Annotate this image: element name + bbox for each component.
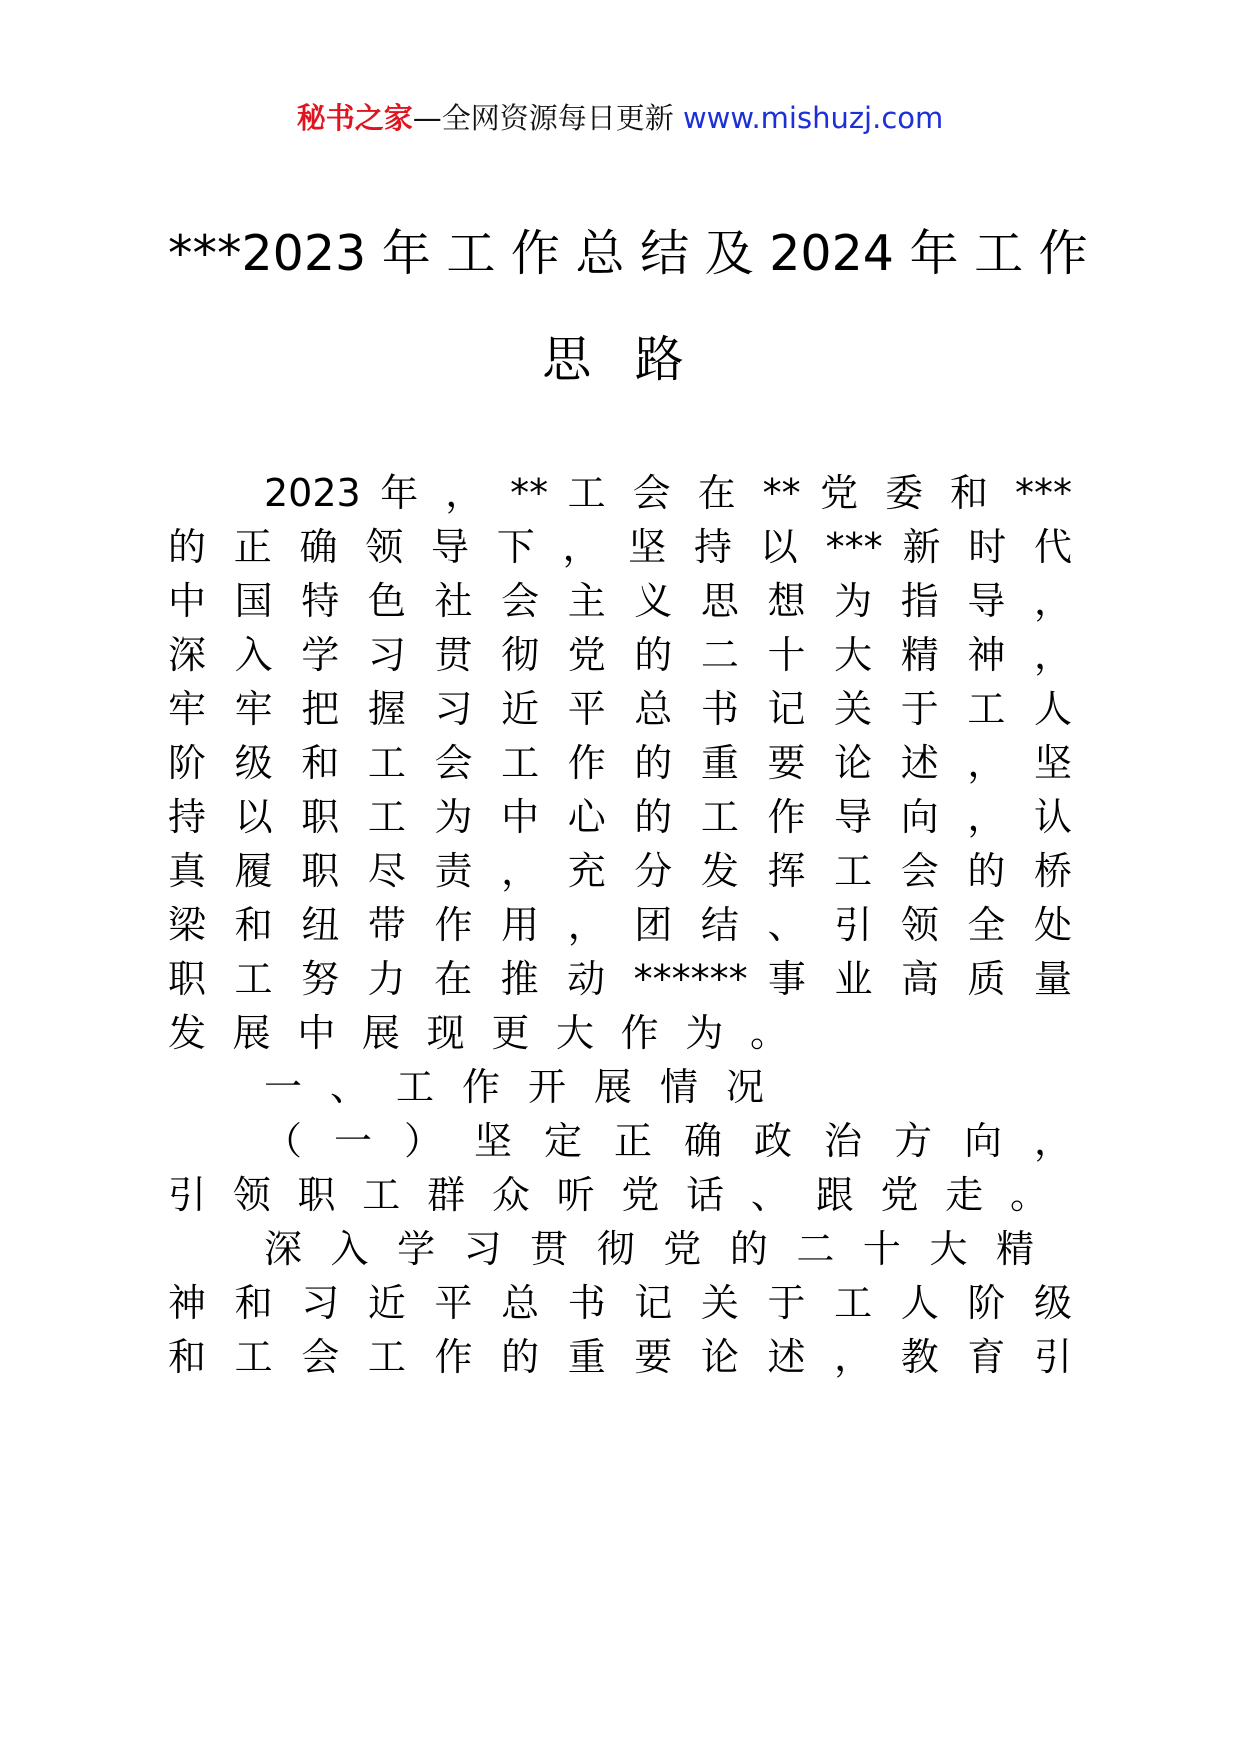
paragraph-2-line: 深 入 学 习 贯 彻 党 的 二 十 大 精: [264, 1227, 1034, 1271]
paragraph-1-line: 发 展 中 展 现 更 大 作 为 。: [168, 1011, 788, 1055]
document-title-line-2: 思 路: [542, 331, 698, 388]
paragraph-1-line: 2023 年 ， ** 工 会 在 ** 党 委 和 ***: [264, 471, 1072, 515]
header-url-link[interactable]: www.mishuzj.com: [682, 101, 944, 135]
document-title-line-1: ***2023 年 工 作 总 结 及 2024 年 工 作: [168, 225, 1088, 282]
paragraph-1-line: 持 以 职 工 为 中 心 的 工 作 导 向 ， 认: [168, 795, 1072, 839]
header-brand: 秘书之家: [296, 101, 413, 135]
watermark-header: [0, 98, 1240, 138]
paragraph-1-line: 真 履 职 尽 责 ， 充 分 发 挥 工 会 的 桥: [168, 849, 1072, 893]
paragraph-1-line: 中 国 特 色 社 会 主 义 思 想 为 指 导 ，: [168, 579, 1072, 623]
paragraph-2-line: 神 和 习 近 平 总 书 记 关 于 工 人 阶 级: [168, 1281, 1072, 1325]
subheading-line: （ 一 ） 坚 定 正 确 政 治 方 向 ，: [264, 1119, 1072, 1163]
subheading-line: 引 领 职 工 群 众 听 党 话 、 跟 党 走 。: [168, 1173, 1048, 1217]
paragraph-1-line: 阶 级 和 工 会 工 作 的 重 要 论 述 ， 坚: [168, 741, 1072, 785]
paragraph-1-line: 职 工 努 力 在 推 动 ****** 事 业 高 质 量: [168, 957, 1072, 1001]
paragraph-1-line: 梁 和 纽 带 作 用 ， 团 结 、 引 领 全 处: [168, 903, 1072, 947]
header-tagline: —全网资源每日更新: [412, 101, 683, 135]
section-heading: 一 、 工 作 开 展 情 况: [264, 1065, 764, 1109]
paragraph-1-line: 深 入 学 习 贯 彻 党 的 二 十 大 精 神 ，: [168, 633, 1072, 677]
paragraph-2-line: 和 工 会 工 作 的 重 要 论 述 ， 教 育 引: [168, 1335, 1072, 1379]
paragraph-1-line: 牢 牢 把 握 习 近 平 总 书 记 关 于 工 人: [168, 687, 1072, 731]
paragraph-1-line: 的 正 确 领 导 下 ， 坚 持 以 *** 新 时 代: [168, 525, 1072, 569]
